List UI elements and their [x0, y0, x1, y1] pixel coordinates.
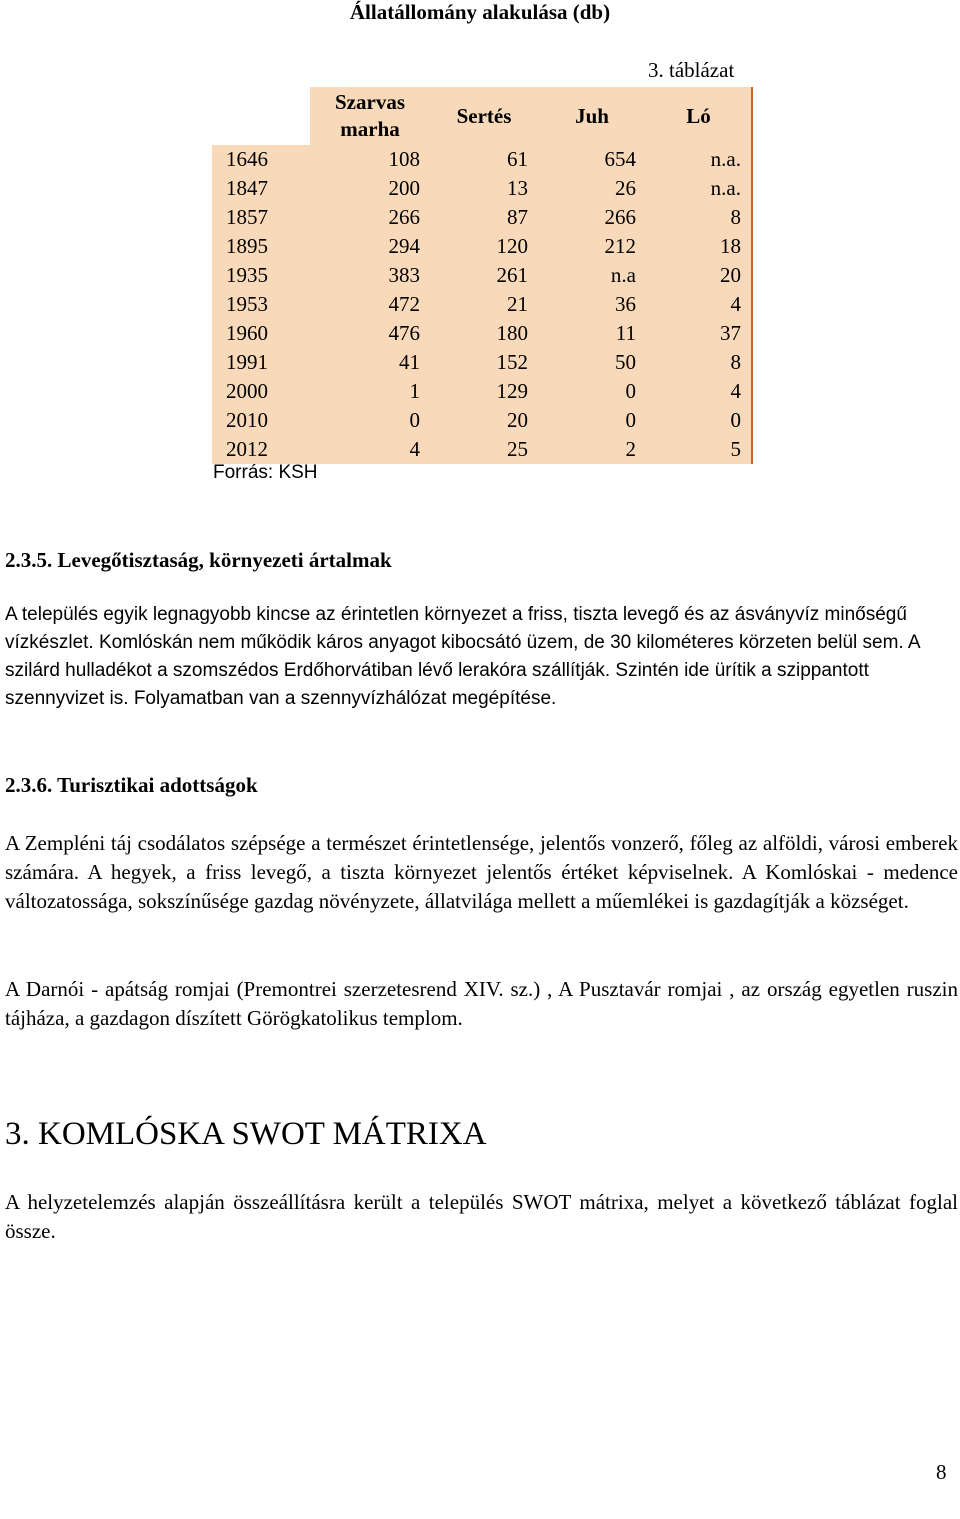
- section-heading-235: 2.3.5. Levegőtisztaság, környezeti ártalmak: [5, 548, 392, 572]
- header-sheep: Juh: [538, 87, 646, 145]
- value-cell: 21: [430, 290, 538, 319]
- value-cell: 654: [538, 145, 646, 174]
- livestock-table: [212, 87, 753, 464]
- value-cell: 294: [310, 232, 430, 261]
- value-cell: 476: [310, 319, 430, 348]
- value-cell: 8: [646, 203, 752, 232]
- table-row: [212, 377, 752, 406]
- value-cell: n.a.: [646, 145, 752, 174]
- table-row: [212, 261, 752, 290]
- header-year: [212, 87, 310, 145]
- value-cell: 152: [430, 348, 538, 377]
- value-cell: 37: [646, 319, 752, 348]
- value-cell: n.a: [538, 261, 646, 290]
- header-pig: Sertés: [430, 87, 538, 145]
- year-cell: 2000: [212, 377, 310, 406]
- value-cell: 5: [646, 435, 752, 464]
- table-row: [212, 319, 752, 348]
- value-cell: 41: [310, 348, 430, 377]
- table-row: [212, 232, 752, 261]
- year-cell: 1857: [212, 203, 310, 232]
- value-cell: 4: [310, 435, 430, 464]
- year-cell: 1895: [212, 232, 310, 261]
- year-cell: 1991: [212, 348, 310, 377]
- section-paragraph-236-1: A Zempléni táj csodálatos szépsége a természet érintetlensége, jelentős vonzerő, főleg az alföldi, városi emberek számára. A hegyek, a friss levegő, a tiszta környezet jelentős értéket képviselnek. A Komlóskai - medence változatossága, sokszínűsége gazdag növényzete, állatvilága mellett a műemlékei is gazdagítják a községet.: [5, 831, 958, 913]
- section-paragraph-236-2: A Darnói - apátság romjai (Premontrei szerzetesrend XIV. sz.) , A Pusztavár romjai , az ország egyetlen ruszin tájháza, a gazdagon díszített Görögkatolikus templom.: [5, 977, 958, 1030]
- value-cell: 266: [538, 203, 646, 232]
- section-heading-236: 2.3.6. Turisztikai adottságok: [5, 773, 258, 797]
- table-row: [212, 435, 752, 464]
- table-row: [212, 406, 752, 435]
- year-cell: 1935: [212, 261, 310, 290]
- value-cell: 0: [646, 406, 752, 435]
- value-cell: 11: [538, 319, 646, 348]
- table-source: Forrás: KSH: [213, 462, 318, 483]
- table-row: [212, 174, 752, 203]
- section-text-235: A település egyik legnagyobb kincse az érintetlen környezet a friss, tiszta levegő és az ásványvíz minőségű vízkészlet. Komlóskán nem működik káros anyagot kibocsátó üzem, de 30 kilométeres körzeten belül sem. A szilárd hulladékot a szomszédos Erdőhorvátiban lévő lerakóra szállítják. Szintén ide ürítik a szippantott szennyvizet is. Folyamatban van a szennyvízhálózat megépítése.: [5, 604, 920, 709]
- value-cell: 4: [646, 290, 752, 319]
- value-cell: 2: [538, 435, 646, 464]
- page-number: 8: [936, 1460, 947, 1484]
- value-cell: 200: [310, 174, 430, 203]
- year-cell: 1847: [212, 174, 310, 203]
- value-cell: 4: [646, 377, 752, 406]
- table-row: [212, 203, 752, 232]
- table-body: [212, 145, 752, 464]
- value-cell: 180: [430, 319, 538, 348]
- value-cell: 13: [430, 174, 538, 203]
- value-cell: 0: [310, 406, 430, 435]
- value-cell: 61: [430, 145, 538, 174]
- value-cell: 266: [310, 203, 430, 232]
- chapter-text: A helyzetelemzés alapján összeállításra került a település SWOT mátrixa, melyet a következő táblázat foglal össze.: [5, 1190, 958, 1243]
- value-cell: 36: [538, 290, 646, 319]
- value-cell: 129: [430, 377, 538, 406]
- value-cell: n.a.: [646, 174, 752, 203]
- table-label: 3. táblázat: [648, 58, 735, 82]
- value-cell: 212: [538, 232, 646, 261]
- value-cell: 1: [310, 377, 430, 406]
- value-cell: 25: [430, 435, 538, 464]
- year-cell: 1953: [212, 290, 310, 319]
- value-cell: 383: [310, 261, 430, 290]
- year-cell: 2012: [212, 435, 310, 464]
- value-cell: 8: [646, 348, 752, 377]
- table-row: [212, 290, 752, 319]
- table-row: [212, 348, 752, 377]
- table-row: [212, 145, 752, 174]
- chapter-heading: 3. KOMLÓSKA SWOT MÁTRIXA: [5, 1116, 487, 1152]
- table-title: Állatállomány alakulása (db): [349, 0, 611, 24]
- year-cell: 1960: [212, 319, 310, 348]
- value-cell: 26: [538, 174, 646, 203]
- value-cell: 0: [538, 406, 646, 435]
- year-cell: 1646: [212, 145, 310, 174]
- value-cell: 108: [310, 145, 430, 174]
- value-cell: 18: [646, 232, 752, 261]
- value-cell: 472: [310, 290, 430, 319]
- header-horse: Ló: [646, 87, 752, 145]
- year-cell: 2010: [212, 406, 310, 435]
- value-cell: 0: [538, 377, 646, 406]
- value-cell: 120: [430, 232, 538, 261]
- header-cattle: Szarvas marha: [310, 87, 430, 145]
- value-cell: 20: [646, 261, 752, 290]
- table-header-row: [212, 87, 752, 145]
- value-cell: 87: [430, 203, 538, 232]
- value-cell: 50: [538, 348, 646, 377]
- value-cell: 261: [430, 261, 538, 290]
- value-cell: 20: [430, 406, 538, 435]
